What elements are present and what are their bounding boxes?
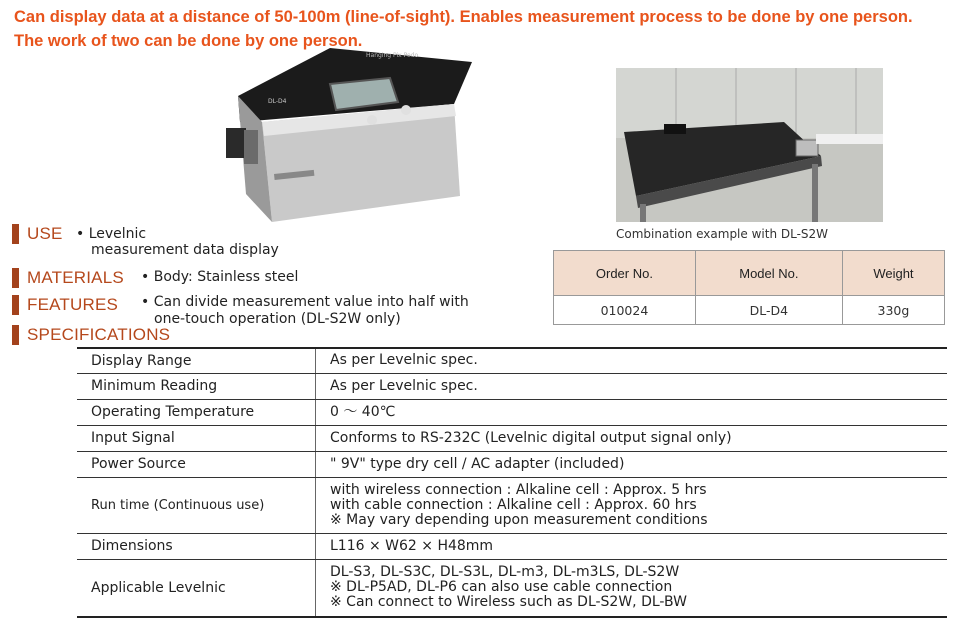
spec-row-minimum-reading: [77, 373, 947, 399]
spec-value: Conforms to RS-232C (Levelnic digital output signal only): [316, 425, 948, 451]
spec-value: As per Levelnic spec.: [316, 348, 948, 373]
device-model-label: DL-D4: [268, 98, 287, 105]
spec-row-operating-temperature: [77, 399, 947, 425]
spec-value-line: ※ DL-P5AD, DL-P6 can also use cable connection: [330, 579, 673, 596]
spec-row-display-range: [77, 348, 947, 373]
spec-label: Input Signal: [77, 425, 316, 451]
spec-value: [316, 477, 948, 533]
section-marker: [12, 268, 19, 288]
order-cell-weight: 330g: [842, 296, 944, 325]
spec-value-line: with wireless connection : Alkaline cell : Approx. 5 hrs: [330, 481, 707, 498]
section-features: [12, 295, 118, 315]
section-use: [12, 224, 63, 244]
spec-value-line: ※ May vary depending upon measurement conditions: [330, 511, 708, 528]
spec-row-applicable-levelnic: [77, 559, 947, 617]
order-header-weight: Weight: [842, 251, 944, 296]
order-row: [554, 296, 945, 325]
device-image: [222, 44, 482, 224]
spec-value-line: with cable connection : Alkaline cell : Approx. 60 hrs: [330, 496, 697, 513]
spec-label: Operating Temperature: [77, 399, 316, 425]
order-cell-order-no: 010024: [554, 296, 696, 325]
spec-label: Dimensions: [77, 533, 316, 559]
use-text-line-2: measurement data display: [91, 242, 279, 258]
spec-label: Minimum Reading: [77, 373, 316, 399]
section-title-use: USE: [27, 224, 63, 243]
order-table: [553, 250, 945, 325]
section-title-specifications: SPECIFICATIONS: [27, 325, 171, 344]
order-header-row: [554, 251, 945, 296]
spec-label: Applicable Levelnic: [77, 559, 316, 617]
headline-line-1: Can display data at a distance of 50-100m (line-of-sight). Enables measurement process to be done by one person.: [14, 8, 913, 26]
section-title-materials: MATERIALS: [27, 268, 124, 287]
order-cell-model-no: DL-D4: [695, 296, 842, 325]
spec-value: L116 × W62 × H48mm: [316, 533, 948, 559]
spec-value: 0 ～ 40℃: [316, 399, 948, 425]
section-marker: [12, 224, 19, 244]
spec-value: As per Levelnic spec.: [316, 373, 948, 399]
features-text-line-2: one-touch operation (DL-S2W only): [154, 311, 401, 327]
features-text-line-1: • Can divide measurement value into half with: [141, 294, 469, 310]
spec-value-line: DL-S3, DL-S3C, DL-S3L, DL-m3, DL-m3LS, DL-S2W: [330, 564, 680, 581]
spec-row-input-signal: [77, 425, 947, 451]
device-brand: Hanging Pix Pedo: [366, 52, 419, 59]
section-marker: [12, 295, 19, 315]
spec-value: [316, 559, 948, 617]
materials-text: • Body: Stainless steel: [141, 269, 299, 285]
spec-label: Run time (Continuous use): [77, 477, 316, 533]
spec-row-power-source: [77, 451, 947, 477]
section-specifications: [12, 325, 170, 345]
spec-value: " 9V" type dry cell / AC adapter (included): [316, 451, 948, 477]
spec-row-dimensions: [77, 533, 947, 559]
section-marker: [12, 325, 19, 345]
spec-label: Power Source: [77, 451, 316, 477]
spec-label: Display Range: [77, 348, 316, 373]
spec-row-run-time: [77, 477, 947, 533]
use-text-line-1: • Levelnic: [76, 226, 147, 242]
headline-line-2: The work of two can be done by one person.: [14, 32, 363, 50]
section-materials: [12, 268, 124, 288]
photo-caption: Combination example with DL-S2W: [616, 227, 829, 241]
spec-value-line: ※ Can connect to Wireless such as DL-S2W, DL-BW: [330, 594, 687, 611]
order-header-model-no: Model No.: [695, 251, 842, 296]
spec-table: [77, 347, 947, 618]
order-header-order-no: Order No.: [554, 251, 696, 296]
combination-photo: [616, 68, 883, 222]
section-title-features: FEATURES: [27, 295, 119, 314]
